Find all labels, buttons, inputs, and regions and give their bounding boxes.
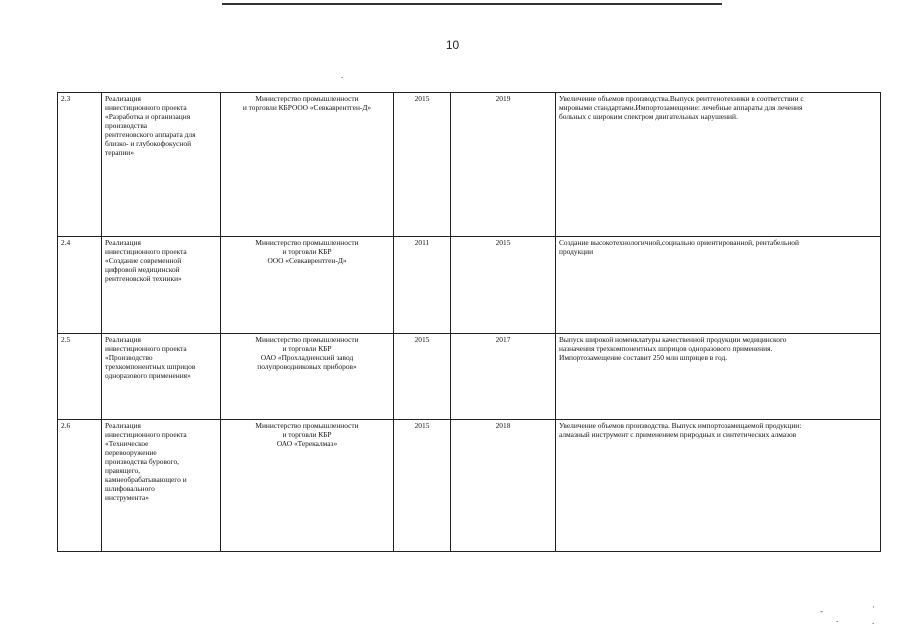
end-year: 2015 bbox=[451, 237, 556, 334]
responsible-executor: Министерство промышленности и торговли КБР ОАО «Прохладненский завод полупроводниковых приборов» bbox=[221, 334, 394, 420]
projects-table bbox=[57, 92, 881, 552]
start-year: 2015 bbox=[394, 420, 451, 552]
project-name: Реализация инвестиционного проекта «Создание современной цифровой медицинской рентгеновской техники» bbox=[102, 237, 221, 334]
page-number: 10 bbox=[445, 38, 460, 52]
expected-result: Выпуск широкой номенклатуры качественной продукции медицинского назначения трехкомпонентных шприцов одноразового применения. Импортозамещение составит 250 млн шприцев в год. bbox=[556, 334, 881, 420]
scan-speck: . bbox=[341, 70, 344, 80]
end-year: 2018 bbox=[451, 420, 556, 552]
row-number: 2.6 bbox=[58, 420, 102, 552]
end-year: 2017 bbox=[451, 334, 556, 420]
scan-speck: - bbox=[820, 606, 823, 616]
expected-result: Увеличение объемов производства. Выпуск импортозамещаемой продукции: алмазный инструмент с применением природных и синтетических алмазов bbox=[556, 420, 881, 552]
row-number: 2.3 bbox=[58, 93, 102, 237]
project-name: Реализация инвестиционного проекта «Разработка и организация производства рентгеновского аппарата для близко- и глубокофокусной терапии» bbox=[102, 93, 221, 237]
table-row bbox=[58, 420, 881, 552]
start-year: 2011 bbox=[394, 237, 451, 334]
table-row bbox=[58, 334, 881, 420]
expected-result: Создание высокотехнологичной,социально ориентированной, рентабельной продукции bbox=[556, 237, 881, 334]
table-row bbox=[58, 237, 881, 334]
end-year: 2019 bbox=[451, 93, 556, 237]
row-number: 2.4 bbox=[58, 237, 102, 334]
top-rule bbox=[222, 0, 722, 5]
scan-speck: · bbox=[872, 602, 875, 612]
start-year: 2015 bbox=[394, 334, 451, 420]
scan-speck: . bbox=[836, 614, 839, 624]
responsible-executor: Министерство промышленности и торговли КБР ОАО «Терекалмаз» bbox=[221, 420, 394, 552]
project-name: Реализация инвестиционного проекта «Производство трехкомпонентных шприцов одноразового применения» bbox=[102, 334, 221, 420]
project-name: Реализация инвестиционного проекта «Техническое перевооружение производства бурового, правящего, камнеобрабатывающего и шлифовального инструмента» bbox=[102, 420, 221, 552]
responsible-executor: Министерство промышленности и торговли КБР ООО «Севкаврентген-Д» bbox=[221, 237, 394, 334]
responsible-executor: Министерство промышленности и торговли КБРООО «Севкаврентген-Д» bbox=[221, 93, 394, 237]
row-number: 2.5 bbox=[58, 334, 102, 420]
scan-speck: . bbox=[872, 616, 875, 626]
expected-result: Увеличение объемов производства.Выпуск рентгенотехники в соответствии с мировыми стандартами.Импортозамещение: лечебные аппараты для лечения больных с широким спектром двигательных нарушений. bbox=[556, 93, 881, 237]
start-year: 2015 bbox=[394, 93, 451, 237]
table-row bbox=[58, 93, 881, 237]
